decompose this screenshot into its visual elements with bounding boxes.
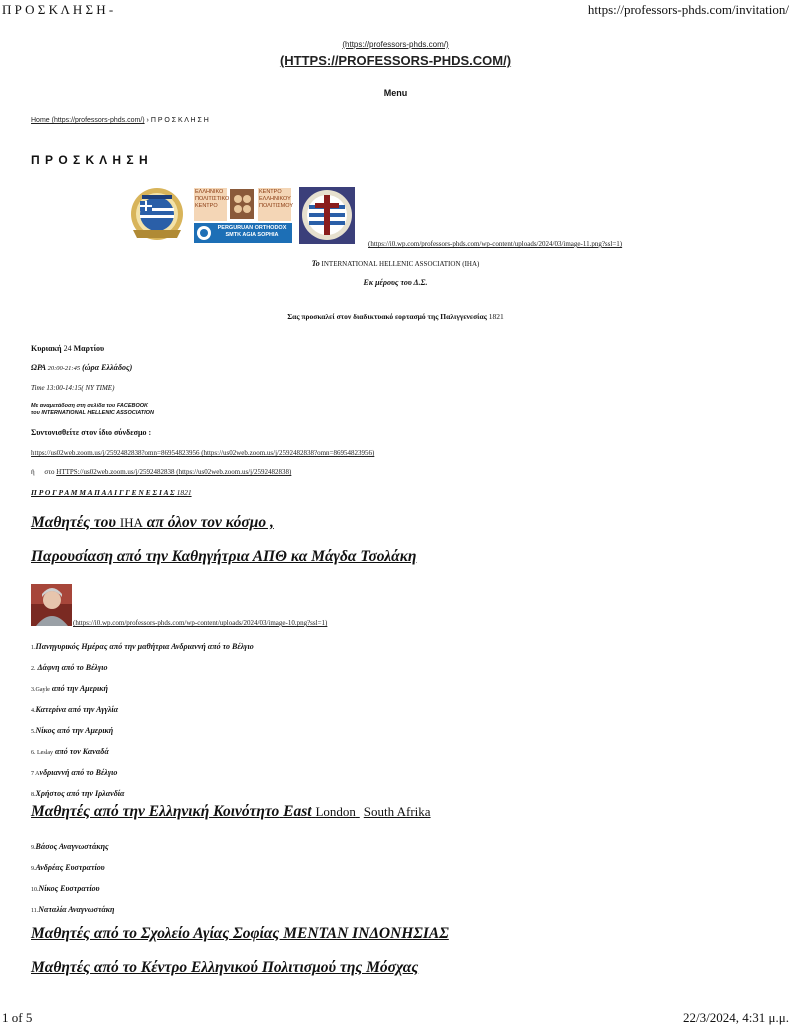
list-item <box>31 637 254 658</box>
sto-text: στο <box>44 468 55 476</box>
list-item <box>31 858 114 879</box>
list-item <box>31 837 114 858</box>
heading-south-africa <box>31 803 431 821</box>
print-footer-datetime: 22/3/2024, 4:31 μ.μ. <box>682 1010 789 1025</box>
breadcrumb-current: Π Ρ Ο Σ Κ Λ Η Σ Η <box>150 117 209 124</box>
print-header-title: Π Ρ Ο Σ Κ Λ Η Σ Η - <box>2 2 114 17</box>
list-item-text: Ναταλία Αναγνωστάκη <box>38 905 115 914</box>
logos-image-link[interactable]: (https://i0.wp.com/professors-phds.com/wp-content/uploads/2024/03/image-11.png?ssl=1) <box>368 240 623 248</box>
list-item-number: 6. Leslay <box>31 750 53 756</box>
heading-iha-text-a: Μαθητές του <box>31 514 116 531</box>
programme-year: 1821 <box>176 488 192 497</box>
facebook-note-line: του INTERNATIONAL HELLENIC ASSOCIATION <box>31 410 154 416</box>
zoom-link-1[interactable]: https://us02web.zoom.us/j/2592482838?omn=86954823956 (https://us02web.zoom.us/j/2592482838?omn=86954823956) <box>31 449 375 457</box>
event-time-zone: (ώρα Ελλάδος) <box>82 363 133 372</box>
intro-organization: INTERNATIONAL HELLENIC ASSOCIATION (IHA) <box>321 260 480 268</box>
programme-title-text: Π Ρ Ο Γ Ρ Α Μ Μ Α Π Α Λ Ι Γ Γ Ε Ν Ε Σ Ι Α Σ <box>31 488 175 497</box>
list-item <box>31 658 254 679</box>
event-time-value: 20:00-21:45 <box>47 365 81 372</box>
heading-sa-text-d: South Afrika <box>363 804 431 819</box>
list-item-text: Δάφνη από το Βέλγιο <box>37 663 108 672</box>
list-item-number: 1. <box>31 645 36 651</box>
list-item <box>31 700 254 721</box>
list-item-text: Πανηγυρικός Ημέρας από την μαθήτρια Ανδριαννή από το Βέλγιο <box>35 642 254 651</box>
logo-banner-subtext: SMTK AGIA SOPHIA <box>225 232 279 238</box>
list-item-number: 7 Α <box>31 771 40 777</box>
list-item-text: Βάσος Αναγνωστάκης <box>35 842 109 851</box>
list-item-text: Νίκος από την Αμερική <box>35 726 114 735</box>
presenter-photo-link[interactable]: (https://i0.wp.com/professors-phds.com/wp-content/uploads/2024/03/image-10.png?ssl=1) <box>73 619 328 627</box>
logo-text-line: ΠΟΛΙΤΙΣΤΙΚΟ <box>195 196 230 202</box>
event-connect: Συντονισθείτε στον ίδιο σύνδεσμο : <box>31 428 152 437</box>
list-item <box>31 721 254 742</box>
list-item-number: 9. <box>31 845 36 851</box>
breadcrumb-separator: › <box>146 117 149 124</box>
list-item-text: νδριαννή από το Βέλγιο <box>39 768 118 777</box>
breadcrumb <box>31 117 209 124</box>
event-time-label: ΩΡΑ <box>31 363 46 372</box>
list-item-number: 10. <box>31 887 39 893</box>
heading-iha-students <box>31 514 274 532</box>
logo-text-line: ΚΕΝΤΡΟ <box>195 203 218 209</box>
list-item-number: 5. <box>31 729 36 735</box>
or-text: ή <box>31 468 35 476</box>
breadcrumb-home-link[interactable]: Home (https://professors-phds.com/) <box>31 117 145 124</box>
event-month: Μαρτίου <box>73 344 105 353</box>
heading-sa-text-b: East <box>283 803 312 820</box>
programme-list-b <box>31 837 114 921</box>
heading-iha-text-c: απ όλον τον κόσμο , <box>146 514 274 531</box>
heading-iha-text-b: IHA <box>119 515 143 530</box>
presenter-photo <box>31 584 72 626</box>
intro-line-3 <box>0 312 791 321</box>
programme-list-a <box>31 637 254 805</box>
intro-invitation-text: Σας προσκαλεί στον διαδικτυακό εορτασμό της Παλιγγενεσίας <box>287 312 487 321</box>
list-item-text: Κατερίνα από την Αγγλία <box>35 705 119 714</box>
logo-banner-text: PERGURUAN ORTHODOX <box>217 225 287 231</box>
facebook-note-line: Με αναμετάδοση στη σελίδα του FACEBOOK <box>31 403 148 409</box>
heading-sa-text-a: Μαθητές από την Ελληνική Κοινότητο <box>31 803 280 820</box>
list-item <box>31 742 254 763</box>
print-header-url: https://professors-phds.com/invitation/ <box>587 2 789 17</box>
logo-text-line: ΠΟΛΙΤΙΣΜΟΥ <box>259 203 293 209</box>
logo-text-line: ΕΛΛΗΝΙΚΟΥ <box>259 196 291 202</box>
menu-button[interactable]: Menu <box>383 88 408 98</box>
page-title: Π Ρ Ο Σ Κ Λ Η Σ Η <box>31 153 149 167</box>
list-item-number: 3.Gayle <box>31 687 50 693</box>
list-item-text: Ανδρέας Ευστρατίου <box>35 863 105 872</box>
heading-presentation: Παρουσίαση από την Καθηγήτρια ΑΠΘ κα Μάγδα Τσολάκη <box>31 548 417 565</box>
heading-moscow-centre: Μαθητές από το Κέντρο Ελληνικού Πολιτισμού της Μόσχας <box>31 959 419 976</box>
event-day-number: 24 <box>63 344 72 353</box>
list-item-text: Νίκος Ευστρατίου <box>38 884 100 893</box>
zoom-link-2-row <box>31 468 291 476</box>
logo-text-line: ΚΕΝΤΡΟ <box>259 189 282 195</box>
list-item <box>31 679 254 700</box>
intro-prefix: Το <box>311 259 320 268</box>
list-item <box>31 879 114 900</box>
programme-title <box>31 488 192 497</box>
zoom-link-2[interactable]: HTTPS://us02web.zoom.us/j/2592482838 (https://us02web.zoom.us/j/2592482838) <box>56 468 292 476</box>
intro-year: 1821 <box>488 312 504 321</box>
list-item-number: 8. <box>31 792 36 798</box>
event-date <box>31 344 104 353</box>
intro-line-1 <box>0 259 791 268</box>
list-item-number: 11. <box>31 908 39 914</box>
ekp-kep-logo <box>194 187 292 244</box>
list-item <box>31 763 254 784</box>
orthodox-church-seal-logo <box>299 187 355 244</box>
list-item-number: 9. <box>31 866 36 872</box>
list-item-text: από την Αμερική <box>51 684 108 693</box>
list-item-text: από τον Καναδά <box>55 747 109 756</box>
iha-seal-logo <box>127 186 187 244</box>
site-home-link[interactable]: (HTTPS://PROFESSORS-PHDS.COM/) <box>279 53 512 68</box>
list-item-text: Χρήστος από την Ιρλανδία <box>35 789 125 798</box>
list-item <box>31 900 114 921</box>
event-facebook-note <box>31 403 154 417</box>
event-day: Κυριακή <box>31 344 62 353</box>
list-item <box>31 784 254 805</box>
event-time <box>31 363 132 372</box>
site-home-link-small[interactable]: (https://professors-phds.com/) <box>342 40 449 49</box>
event-time-ny: Time 13:00-14:15( NY TIME) <box>31 384 115 392</box>
logo-text-line: ΕΛΛΗΝΙΚΟ <box>195 189 224 195</box>
intro-line-2: Εκ μέρους του Δ.Σ. <box>363 278 428 287</box>
print-footer-page: 1 of 5 <box>2 1010 33 1025</box>
heading-indonesia-school: Μαθητές από το Σχολείο Αγίας Σοφίας ΜΕΝΤΑΝ ΙΝΔΟΝΗΣΙΑΣ <box>31 925 449 942</box>
heading-sa-text-c: London <box>315 804 356 819</box>
list-item-number: 4. <box>31 708 36 714</box>
list-item-number: 2. <box>31 666 36 672</box>
